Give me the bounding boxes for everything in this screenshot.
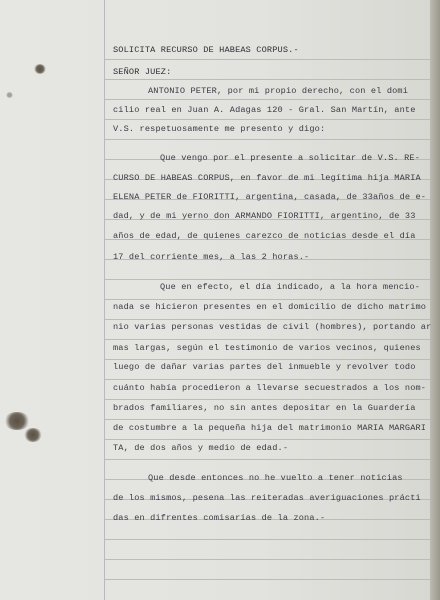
text-line: de los mismos, pesena las reiteradas averiguaciones prácti bbox=[113, 493, 421, 503]
text-line: ELENA PETER de FIORITTI, argentina, casada, de 33años de e- bbox=[113, 192, 427, 202]
stain-mark bbox=[24, 428, 42, 442]
ruled-line bbox=[104, 359, 430, 360]
text-line: V.S. respetuosamente me presento y digo: bbox=[113, 124, 326, 134]
text-line: cuánto había procedieron a llevarse secuestrados a los nom- bbox=[113, 383, 427, 393]
stain-mark bbox=[4, 412, 30, 430]
ruled-line bbox=[104, 419, 430, 420]
document-title: SOLICITA RECURSO DE HABEAS CORPUS.- bbox=[113, 45, 299, 55]
text-line: dad, y de mi yerno don ARMANDO FIORITTI, argentino, de 33 bbox=[113, 211, 416, 221]
margin-line bbox=[104, 0, 105, 600]
ruled-line bbox=[104, 339, 430, 340]
ruled-line bbox=[104, 59, 430, 60]
ruled-line bbox=[104, 379, 430, 380]
text-line: mas largas, según el testimonio de varios vecinos, quienes bbox=[113, 343, 421, 353]
text-line: nio varias personas vestidas de civil (hombres), portando ar bbox=[113, 322, 432, 332]
text-line: nada se hicieron presentes en el domicilio de dicho matrimo bbox=[113, 302, 427, 312]
text-line: TA, de dos años y medio de edad.- bbox=[113, 443, 289, 453]
ruled-line bbox=[104, 539, 430, 540]
text-line: de costumbre a la pequeña hija del matrimonio MARIA MARGARI bbox=[113, 423, 427, 433]
ink-spot bbox=[34, 64, 46, 74]
text-line: 17 del corriente mes, a las 2 horas.- bbox=[113, 252, 310, 262]
ruled-line bbox=[104, 399, 430, 400]
page-edge bbox=[430, 0, 440, 600]
text-line: Que desde entonces no he vuelto a tener noticias bbox=[148, 473, 403, 483]
ruled-line bbox=[104, 79, 430, 80]
text-line: Que vengo por el presente a solicitar de V.S. RE- bbox=[160, 153, 421, 163]
ruled-line bbox=[104, 579, 430, 580]
salutation: SEÑOR JUEZ: bbox=[113, 67, 172, 77]
text-line: cilio real en Juan A. Adagas 120 - Gral. San Martín, ante bbox=[113, 105, 416, 115]
ruled-line bbox=[104, 319, 430, 320]
text-line: CURSO DE HABEAS CORPUS, en favor de mi legítima hija MARIA bbox=[113, 173, 421, 183]
text-line: Que en efecto, el día indicado, a la hora mencio- bbox=[160, 282, 421, 292]
ruled-line bbox=[104, 119, 430, 120]
ruled-line bbox=[104, 459, 430, 460]
ink-spot bbox=[6, 92, 13, 98]
text-line: das en difrentes comisarías de la zona.- bbox=[113, 513, 326, 523]
text-line: brados familiares, no sin antes depositar en la Guardería bbox=[113, 403, 416, 413]
ruled-line bbox=[104, 439, 430, 440]
ruled-line bbox=[104, 99, 430, 100]
ruled-line bbox=[104, 559, 430, 560]
ruled-line bbox=[104, 299, 430, 300]
text-line: ANTONIO PETER, por mi propio derecho, con el domi bbox=[148, 86, 409, 96]
ruled-line bbox=[104, 139, 430, 140]
text-line: luego de dañar varias partes del inmueble y revolver todo bbox=[113, 362, 416, 372]
ruled-line bbox=[104, 279, 430, 280]
text-line: años de edad, de quienes carezco de noticias desde el día bbox=[113, 231, 416, 241]
